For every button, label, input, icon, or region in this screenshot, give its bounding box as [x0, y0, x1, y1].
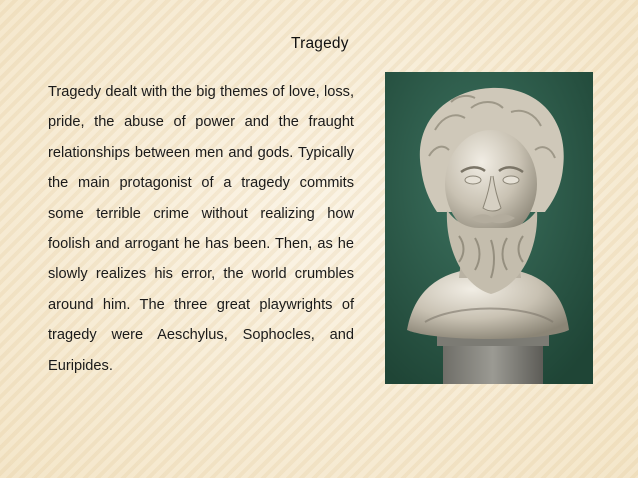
sophocles-bust-image	[385, 72, 593, 384]
slide-body-text: Tragedy dealt with the big themes of love, loss, pride, the abuse of power and the fraught relationships between men and gods. Typically the main protagonist of a tragedy commits some terrible crime without realizing how foolish and arrogant he has been. Then, as he slowly realizes his error, the world crumbles around him. The three great playwrights of tragedy were Aeschylus, Sophocles, and Euripides.	[48, 84, 354, 374]
marble-bust-image	[385, 72, 593, 384]
slide-title: Tragedy	[291, 35, 349, 52]
